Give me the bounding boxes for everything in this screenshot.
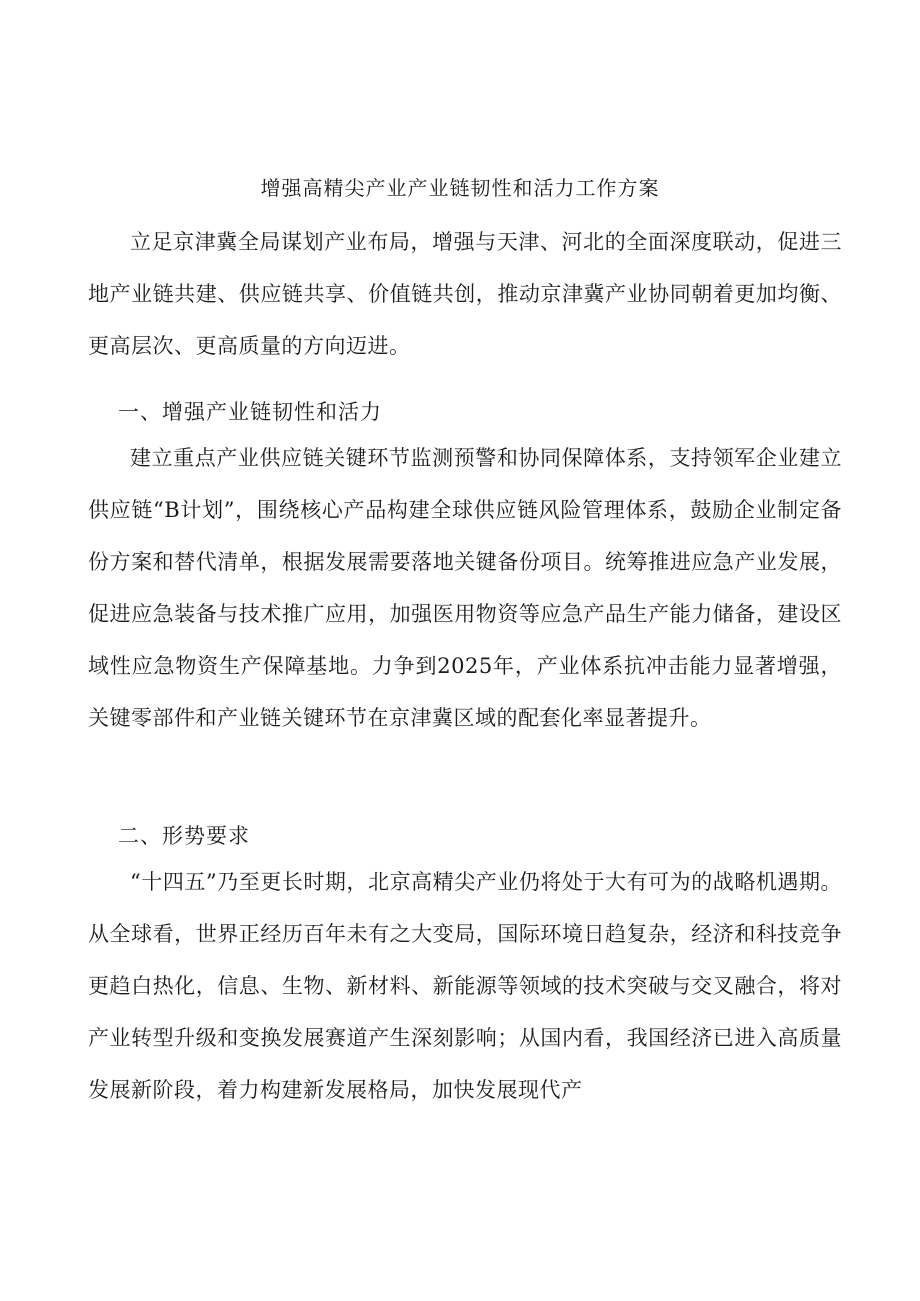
section-2-paragraph: “十四五”乃至更长时期，北京高精尖产业仍将处于大有可为的战略机遇期。从全球看，世界正经历百年未有之大变局，国际环境日趋复杂，经济和科技竞争更趋白热化，信息、生物、新材料、新能源等领域的技术突破与交叉融合，将对产业转型升级和变换发展赛道产生深刻影响；从国内看，我国经济已进入高质量发展新阶段，着力构建新发展格局，加快发展现代产 bbox=[88, 870, 842, 1102]
section-heading-2: 二、形势要求 bbox=[118, 824, 250, 848]
intro-paragraph: 立足京津冀全局谋划产业布局，增强与天津、河北的全面深度联动，促进三地产业链共建、供应链共享、价值链共创，推动京津冀产业协同朝着更加均衡、更高层次、更高质量的方向迈进。 bbox=[88, 230, 842, 358]
document-title: 增强高精尖产业产业链韧性和活力工作方案 bbox=[260, 176, 660, 200]
section-heading-1: 一、增强产业链韧性和活力 bbox=[118, 400, 382, 424]
section-1-paragraph: 建立重点产业供应链关键环节监测预警和协同保障体系，支持领军企业建立供应链“B计划”，围绕核心产品构建全球供应链风险管理体系，鼓励企业制定备份方案和替代清单，根据发展需要落地关键备份项目。统筹推进应急产业发展，促进应急装备与技术推广应用，加强医用物资等应急产品生产能力储备，建设区域性应急物资生产保障基地。力争到2025年，产业体系抗冲击能力显著增强，关键零部件和产业链关键环节在京津冀区域的配套化率显著提升。 bbox=[88, 446, 842, 730]
